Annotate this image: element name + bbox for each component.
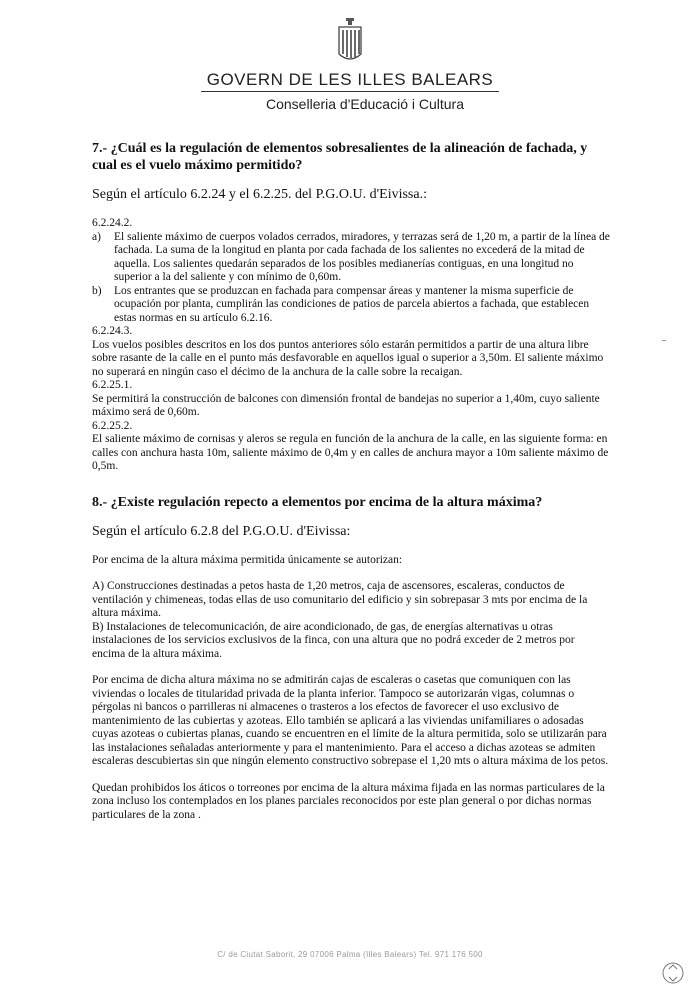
list-item-text: Los entrantes que se produzcan en fachada para compensar áreas y mantener la misma superficie de ocupación por planta, cumplirán las condiciones de patios de parcela abiertos a fachada, que establecen estas normas en su artículo 6.2.16. (114, 284, 590, 324)
list-marker: b) (92, 284, 102, 297)
allowed-item-b: B) Instalaciones de telecomunicación, de aire acondicionado, de gas, de energías alternativas u otras instalaciones de los servicios exclusivos de la finca, con una altura que no podrá exceder de 2 metros por encima de la altura máxima. (92, 620, 575, 660)
question-8-title: 8.- ¿Existe regulación repecto a elementos por encima de la altura máxima? (92, 494, 543, 510)
intro-text: Por encima de la altura máxima permitida únicamente se autorizan: (92, 553, 403, 566)
department-name: Conselleria d'Educació i Cultura (266, 96, 464, 112)
letterhead (0, 18, 700, 112)
government-name: GOVERN DE LES ILLES BALEARS (201, 70, 500, 92)
document-body (92, 140, 610, 822)
article-code: 6.2.25.2. (92, 419, 133, 432)
list-item (92, 231, 610, 285)
balearic-crest-icon (335, 18, 365, 66)
list-item-text: El saliente máximo de cuerpos volados cerrados, miradores, y terrazas será de 1,20 m, a partir de la línea de fachada. La suma de la longitud en planta por cada fachada de los salientes no excederá de la mitad de aquella. Los salientes quedarán separados de los posibles medianerías contiguas, en una longitud no superior a la del saliente y con mínimo de 0,60m. (114, 230, 610, 283)
list-marker: a) (92, 230, 101, 243)
footer-address: C/ de Ciutat Saborit, 29 07006 Palma (Illes Balears) Tel. 971 176 500 (217, 950, 483, 959)
list-item (92, 285, 610, 326)
question-7-reference: Según el artículo 6.2.24 y el 6.2.25. del P.G.O.U. d'Eivissa.: (92, 187, 427, 202)
allowed-item-a: A) Construcciones destinadas a petos hasta de 1,20 metros, caja de ascensores, escaleras, conductos de ventilación y chimeneas, todas ellas de uso comunitario del edificio y sin sobrepasar 3 mts por encima de la altura máxima. (92, 580, 588, 619)
recycling-stamp-icon (660, 960, 686, 986)
question-7-title: 7.- ¿Cuál es la regulación de elementos sobresalientes de la alineación de fachada, y cual es el vuelo máximo permitido? (92, 141, 588, 173)
article-text: El saliente máximo de cornisas y aleros se regula en función de la anchura de la calle, en las siguiente forma: en calles con anchura hasta 10m, saliente máximo de 0,4m y en calles de anchura mayor a 10m saliente máximo de 0,5m. (92, 433, 609, 472)
article-text: Los vuelos posibles descritos en los dos puntos anteriores sólo estarán permitidos a partir de una altura libre sobre rasante de la calle en el punto más desfavorable en aquellos igual o superior a 3,50m. El saliente máximo no superará en ningún caso el décimo de la anchura de la calle sobre la recaigan. (92, 338, 604, 378)
article-text: Se permitirá la construcción de balcones con dimensión frontal de bandejas no superior a 1,40m, cuyo saliente máximo será de 0,60m. (92, 392, 600, 418)
article-code: 6.2.24.3. (92, 325, 133, 337)
restrictions-paragraph: Por encima de dicha altura máxima no se admitirán cajas de escaleras o casetas que comuniquen con las viviendas o locales de titularidad privada de la planta inferior. Tampoco se autorizarán vigas, columnas o pérgolas ni bancos o parrilleras ni almacenes o trasteros a los efectos de favorecer el uso exclusivo de mantenimiento de las cubiertas y azoteas. Ello también se aplicará a las viviendas unifamiliares o adosadas cuyas azoteas o cubiertas planas, cuando se encuentren en el límite de la altura permitida, solo se utilizarán para las instalaciones señaladas anteriormente y para el mantenimiento. Para el acceso a dichas azoteas se admiten escaleras descubiertas sin que ningún elemento constructivo sobrepase el 1,20 mts o altura máxima de los petos. (92, 674, 609, 767)
margin-mark (662, 340, 666, 341)
question-8-reference: Según el artículo 6.2.8 del P.G.O.U. d'Eivissa: (92, 523, 351, 539)
article-code: 6.2.24.2. (92, 217, 133, 229)
prohibitions-paragraph: Quedan prohibidos los áticos o torreones por encima de la altura máxima fijada en las normas particulares de la zona incluso los contemplados en los planes parciales reconocidos por este plan general o por dichas normas particulares de la zona . (92, 781, 605, 821)
article-code: 6.2.25.1. (92, 379, 133, 391)
